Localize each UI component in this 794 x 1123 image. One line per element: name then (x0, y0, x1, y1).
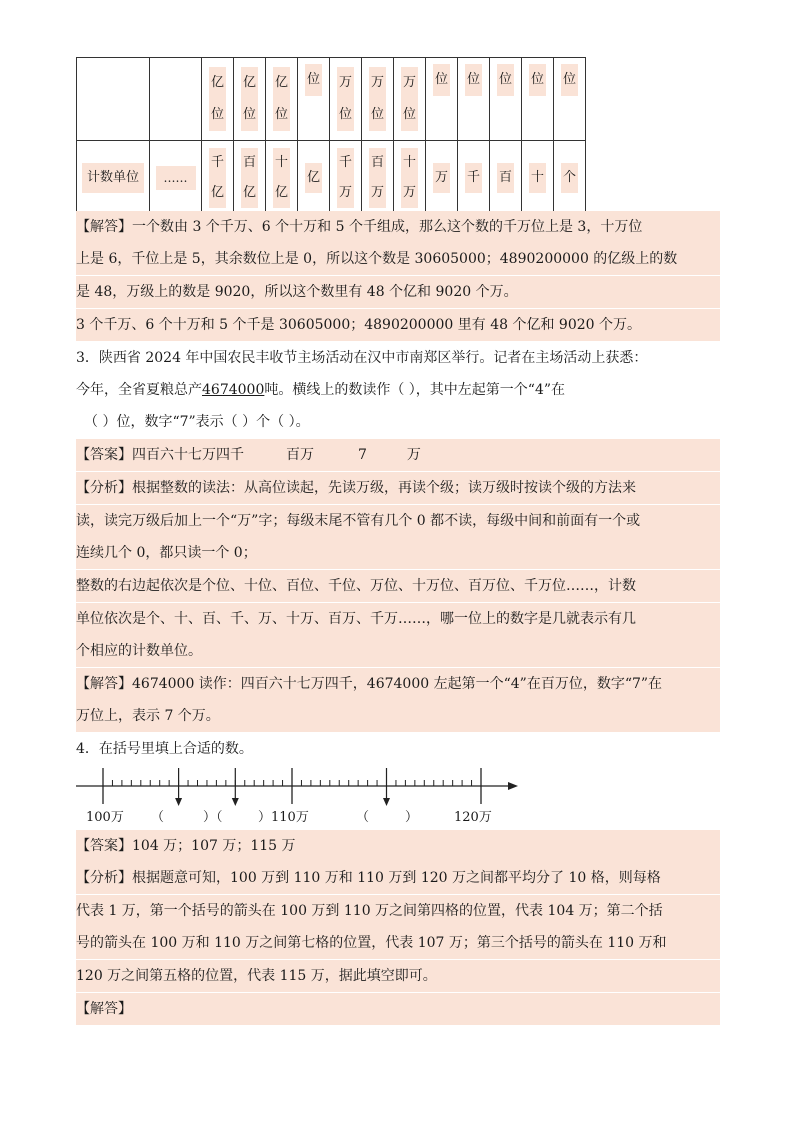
answer-value: 万 (406, 447, 421, 463)
table-cell: 十 (522, 141, 554, 215)
q3-analysis-line: 读，读完万级后加上一个“万”字；每级末尾不管有几个 0 都不读，每级中间和前面有一个或 (76, 505, 720, 537)
table-cell: 位 (522, 58, 554, 141)
blank-bracket: ）（ (203, 810, 223, 825)
tick-label: 120万 (454, 810, 492, 825)
q3-analysis-line: 个相应的计数单位。 (76, 635, 720, 667)
row-label: 计数单位 (82, 163, 144, 193)
answer-label: 【答案】 (76, 447, 132, 463)
q3-question-line: 3．陕西省 2024 年中国农民丰收节主场活动在汉中市南郑区举行。记者在主场活动上获悉： (76, 350, 648, 366)
table-cell: 亿 (298, 141, 330, 215)
number-line (76, 766, 526, 826)
tick-label: ）110万 (258, 810, 309, 825)
q3-question-line: 今年，全省夏粮总产4674000吨。横线上的数读作（ ），其中左起第一个“4”在 (76, 382, 566, 398)
table-cell (150, 58, 202, 141)
answer-value: 7 (358, 447, 367, 463)
table-cell: 千 (458, 141, 490, 215)
q4-analysis-line: 号的箭头在 100 万和 110 万之间第七格的位置，代表 107 万；第三个括号的箭头在 110 万和 (76, 927, 720, 959)
q4-question-title: 4．在括号里填上合适的数。 (76, 741, 253, 757)
q4-analysis-line: 120 万之间第五格的位置，代表 115 万，据此填空即可。 (76, 960, 720, 992)
table-cell (77, 58, 150, 141)
blank-bracket: （ (356, 810, 370, 825)
blank-bracket: ） (405, 810, 419, 825)
table-cell: 位 (426, 58, 458, 141)
q2-solution-line: 是 48，万级上的数是 9020，所以这个数里有 48 个亿和 9020 个万。 (76, 276, 720, 308)
q3-analysis-line: 【分析】根据整数的读法：从高位读起，先读万级，再读个级；读万级时按读个级的方法来 (76, 472, 720, 504)
number-line-graphic (76, 766, 526, 806)
pointer-arrow-head (232, 798, 239, 806)
axis-arrowhead (508, 782, 518, 790)
q4-solution-label: 【解答】 (76, 993, 720, 1025)
tick-label: 100万 (86, 810, 124, 825)
table-cell: 位 (298, 58, 330, 141)
q2-solution-line: 3 个千万、6 个十万和 5 个千是 30605000；4890200000 里有 48 个亿和 9020 个万。 (76, 309, 720, 341)
table-cell: 万 (426, 141, 458, 215)
q3-question-line: （ ）位，数字“7”表示（ ）个（ ）。 (84, 414, 310, 430)
table-cell: 位 (554, 58, 586, 141)
table-cell (77, 141, 150, 215)
answer-value: 百万 (286, 447, 314, 463)
table-cell: 位 (490, 58, 522, 141)
table-cell: 十亿 (266, 141, 298, 215)
table-row (77, 58, 586, 141)
underlined-number: 4674000 (202, 382, 265, 398)
q3-analysis-line: 整数的右边起依次是个位、十位、百位、千位、万位、十万位、百万位、千万位……，计数 (76, 570, 720, 602)
table-cell: 亿位 (266, 58, 298, 141)
place-value-table (76, 57, 586, 215)
q3-solution-line: 万位上，表示 7 个万。 (76, 700, 720, 732)
q4-analysis-line: 代表 1 万，第一个括号的箭头在 100 万到 110 万之间第四格的位置，代表 104 万；第二个括 (76, 895, 720, 927)
q4-answer: 【答案】104 万；107 万；115 万 (76, 830, 720, 862)
table-row (77, 141, 586, 215)
pointer-arrow-head (175, 798, 182, 806)
table-cell: 万位 (394, 58, 426, 141)
q4-analysis-line: 【分析】根据题意可知，100 万到 110 万和 110 万到 120 万之间都平均分了 10 格，则每格 (76, 862, 720, 894)
answer-value: 四百六十七万四千 (132, 447, 244, 463)
pointer-arrow-head (383, 798, 390, 806)
table-cell: …… (150, 141, 202, 215)
table-cell: 百 (490, 141, 522, 215)
table-cell: 千亿 (202, 141, 234, 215)
table-cell: 万位 (330, 58, 362, 141)
table-cell: 十万 (394, 141, 426, 215)
table-cell: 万位 (362, 58, 394, 141)
table-cell: 百万 (362, 141, 394, 215)
table-cell: 百亿 (234, 141, 266, 215)
table-cell: 位 (458, 58, 490, 141)
table-cell: 亿位 (202, 58, 234, 141)
q2-solution-line: 上是 6，千位上是 5，其余数位上是 0，所以这个数是 30605000；4890200000 的亿级上的数 (76, 243, 720, 275)
table-cell: 亿位 (234, 58, 266, 141)
q3-answer (76, 439, 720, 471)
table-cell: 千万 (330, 141, 362, 215)
table-cell: 个 (554, 141, 586, 215)
q3-analysis-line: 连续几个 0，都只读一个 0； (76, 537, 720, 569)
blank-bracket: （ (151, 810, 165, 825)
q2-solution-line: 【解答】一个数由 3 个千万、6 个十万和 5 个千组成，那么这个数的千万位上是 3，十万位 (76, 211, 720, 243)
q3-solution-line: 【解答】4674000 读作：四百六十七万四千，4674000 左起第一个“4”在百万位，数字“7”在 (76, 668, 720, 700)
q3-analysis-line: 单位依次是个、十、百、千、万、十万、百万、千万……，哪一位上的数字是几就表示有几 (76, 603, 720, 635)
